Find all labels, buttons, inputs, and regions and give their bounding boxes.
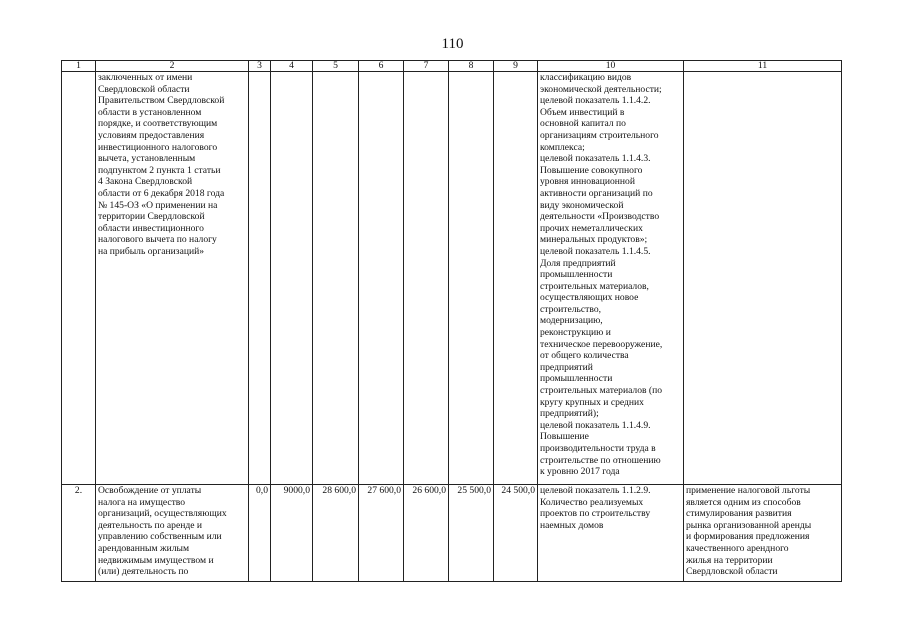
column-header: 2 xyxy=(96,61,249,72)
text-line: стимулирования развития xyxy=(686,508,792,520)
value-cell: 24 500,0 xyxy=(494,485,538,582)
column-header: 11 xyxy=(684,61,842,72)
text-line: техническое перевооружение, xyxy=(540,338,663,350)
value-cell: 27 600,0 xyxy=(359,485,404,582)
text-line: управлению собственным или xyxy=(98,531,222,543)
row-description xyxy=(96,72,249,485)
column-header: 5 xyxy=(313,61,359,72)
text-line: промышленности xyxy=(540,269,613,281)
text-line: наемных домов xyxy=(540,519,604,531)
text-line: качественного арендного xyxy=(686,542,789,554)
text-line: уровня инновационной xyxy=(540,176,635,188)
text-line: модернизацию, xyxy=(540,315,603,327)
text-line: целевой показатель 1.1.2.9. xyxy=(540,485,651,496)
text-line: недвижимым имуществом и xyxy=(98,554,214,566)
text-line: Объем инвестиций в xyxy=(540,106,625,118)
text-line: реконструкцию и xyxy=(540,327,611,339)
text-line: предприятий); xyxy=(540,408,599,420)
value-cell xyxy=(494,72,538,485)
text-line: применение налоговой льготы xyxy=(686,485,811,496)
text-line: производительности труда в xyxy=(540,443,656,454)
text-line: организаций, осуществляющих xyxy=(98,508,227,520)
text-line: классификацию видов xyxy=(540,72,632,83)
value-cell: 0,0 xyxy=(249,485,271,582)
text-line: от общего количества xyxy=(540,350,629,362)
text-line: предприятий xyxy=(540,361,593,373)
row-note xyxy=(684,485,842,582)
text-line: деятельность по аренде и xyxy=(98,519,203,531)
text-line: Освобождение от уплаты xyxy=(98,485,202,496)
value-cell: 25 500,0 xyxy=(449,485,494,582)
value-cell xyxy=(271,72,313,485)
column-header: 8 xyxy=(449,61,494,72)
column-header: 4 xyxy=(271,61,313,72)
text-line: основной капитал по xyxy=(540,118,626,130)
column-header: 10 xyxy=(538,61,684,72)
text-line: является одним из способов xyxy=(686,496,801,508)
text-line: целевой показатель 1.1.4.3. xyxy=(540,153,651,165)
text-line: активности организаций по xyxy=(540,187,653,199)
text-line: строительстве по отношению xyxy=(540,454,661,466)
text-line: Повышение xyxy=(540,431,589,443)
value-cell xyxy=(249,72,271,485)
text-line: Свердловской области xyxy=(686,566,778,578)
text-line: целевой показатель 1.1.4.5. xyxy=(540,245,651,257)
text-line: на прибыль организаций» xyxy=(98,245,205,257)
row-description xyxy=(96,485,249,582)
value-cell xyxy=(359,72,404,485)
column-header: 1 xyxy=(62,61,96,72)
text-line: виду экономической xyxy=(540,199,624,211)
text-line: рынка организованной аренды xyxy=(686,519,812,531)
value-cell xyxy=(313,72,359,485)
table-row xyxy=(62,72,842,485)
text-line: проектов по строительству xyxy=(540,508,651,520)
text-line: Количество реализуемых xyxy=(540,496,644,508)
text-line: жилья на территории xyxy=(686,554,773,566)
text-line: к уровню 2017 года xyxy=(540,466,620,478)
value-cell xyxy=(449,72,494,485)
text-line: заключенных от имени xyxy=(98,72,193,83)
text-line: условиям предоставления xyxy=(98,129,205,141)
text-line: области инвестиционного xyxy=(98,222,204,234)
text-line: области в установленном xyxy=(98,106,202,118)
text-line: строительных материалов, xyxy=(540,280,649,292)
text-line: строительных материалов (по xyxy=(540,385,663,397)
text-line: прочих неметаллических xyxy=(540,222,643,234)
value-cell xyxy=(404,72,449,485)
text-line: комплекса; xyxy=(540,141,585,153)
row-indicators xyxy=(538,485,684,582)
text-line: территории Свердловской xyxy=(98,211,205,223)
row-number xyxy=(62,72,96,485)
text-line: Свердловской области xyxy=(98,83,190,95)
column-header: 7 xyxy=(404,61,449,72)
text-line: минеральных продуктов»; xyxy=(540,234,648,246)
budget-table xyxy=(61,60,842,582)
header-row xyxy=(62,61,842,72)
page-number: 110 xyxy=(441,36,464,52)
text-line: вычета, установленным xyxy=(98,153,196,165)
text-line: порядке, и соответствующим xyxy=(98,118,218,130)
text-line: подпунктом 2 пункта 1 статьи xyxy=(98,164,221,176)
text-line: экономической деятельности; xyxy=(540,83,662,95)
text-line: инвестиционного налогового xyxy=(98,141,218,153)
text-line: Правительством Свердловской xyxy=(98,95,225,107)
text-line: промышленности xyxy=(540,373,613,385)
text-line: организациям строительного xyxy=(540,129,659,141)
text-line: осуществляющих новое xyxy=(540,292,639,304)
table-row xyxy=(62,485,842,582)
value-cell: 26 600,0 xyxy=(404,485,449,582)
text-line: деятельности «Производство xyxy=(540,211,660,223)
text-line: арендованным жилым xyxy=(98,542,190,554)
row-note xyxy=(684,72,842,485)
text-line: строительство, xyxy=(540,303,602,315)
text-line: целевой показатель 1.1.4.9. xyxy=(540,419,651,431)
text-line: Повышение совокупного xyxy=(540,164,643,176)
text-line: 4 Закона Свердловской xyxy=(98,176,193,188)
column-header: 9 xyxy=(494,61,538,72)
row-indicators xyxy=(538,72,684,485)
text-line: налогового вычета по налогу xyxy=(98,234,217,246)
text-line: кругу крупных и средних xyxy=(540,396,644,408)
text-line: (или) деятельность по xyxy=(98,566,189,578)
value-cell: 28 600,0 xyxy=(313,485,359,582)
text-line: налога на имущество xyxy=(98,496,186,508)
text-line: и формирования предложения xyxy=(686,531,810,543)
value-cell: 9000,0 xyxy=(271,485,313,582)
row-number: 2. xyxy=(62,485,96,582)
text-line: целевой показатель 1.1.4.2. xyxy=(540,95,651,107)
text-line: № 145-ОЗ «О применении на xyxy=(98,199,218,211)
column-header: 3 xyxy=(249,61,271,72)
text-line: области от 6 декабря 2018 года xyxy=(98,187,225,199)
column-header: 6 xyxy=(359,61,404,72)
text-line: Доля предприятий xyxy=(540,257,616,269)
